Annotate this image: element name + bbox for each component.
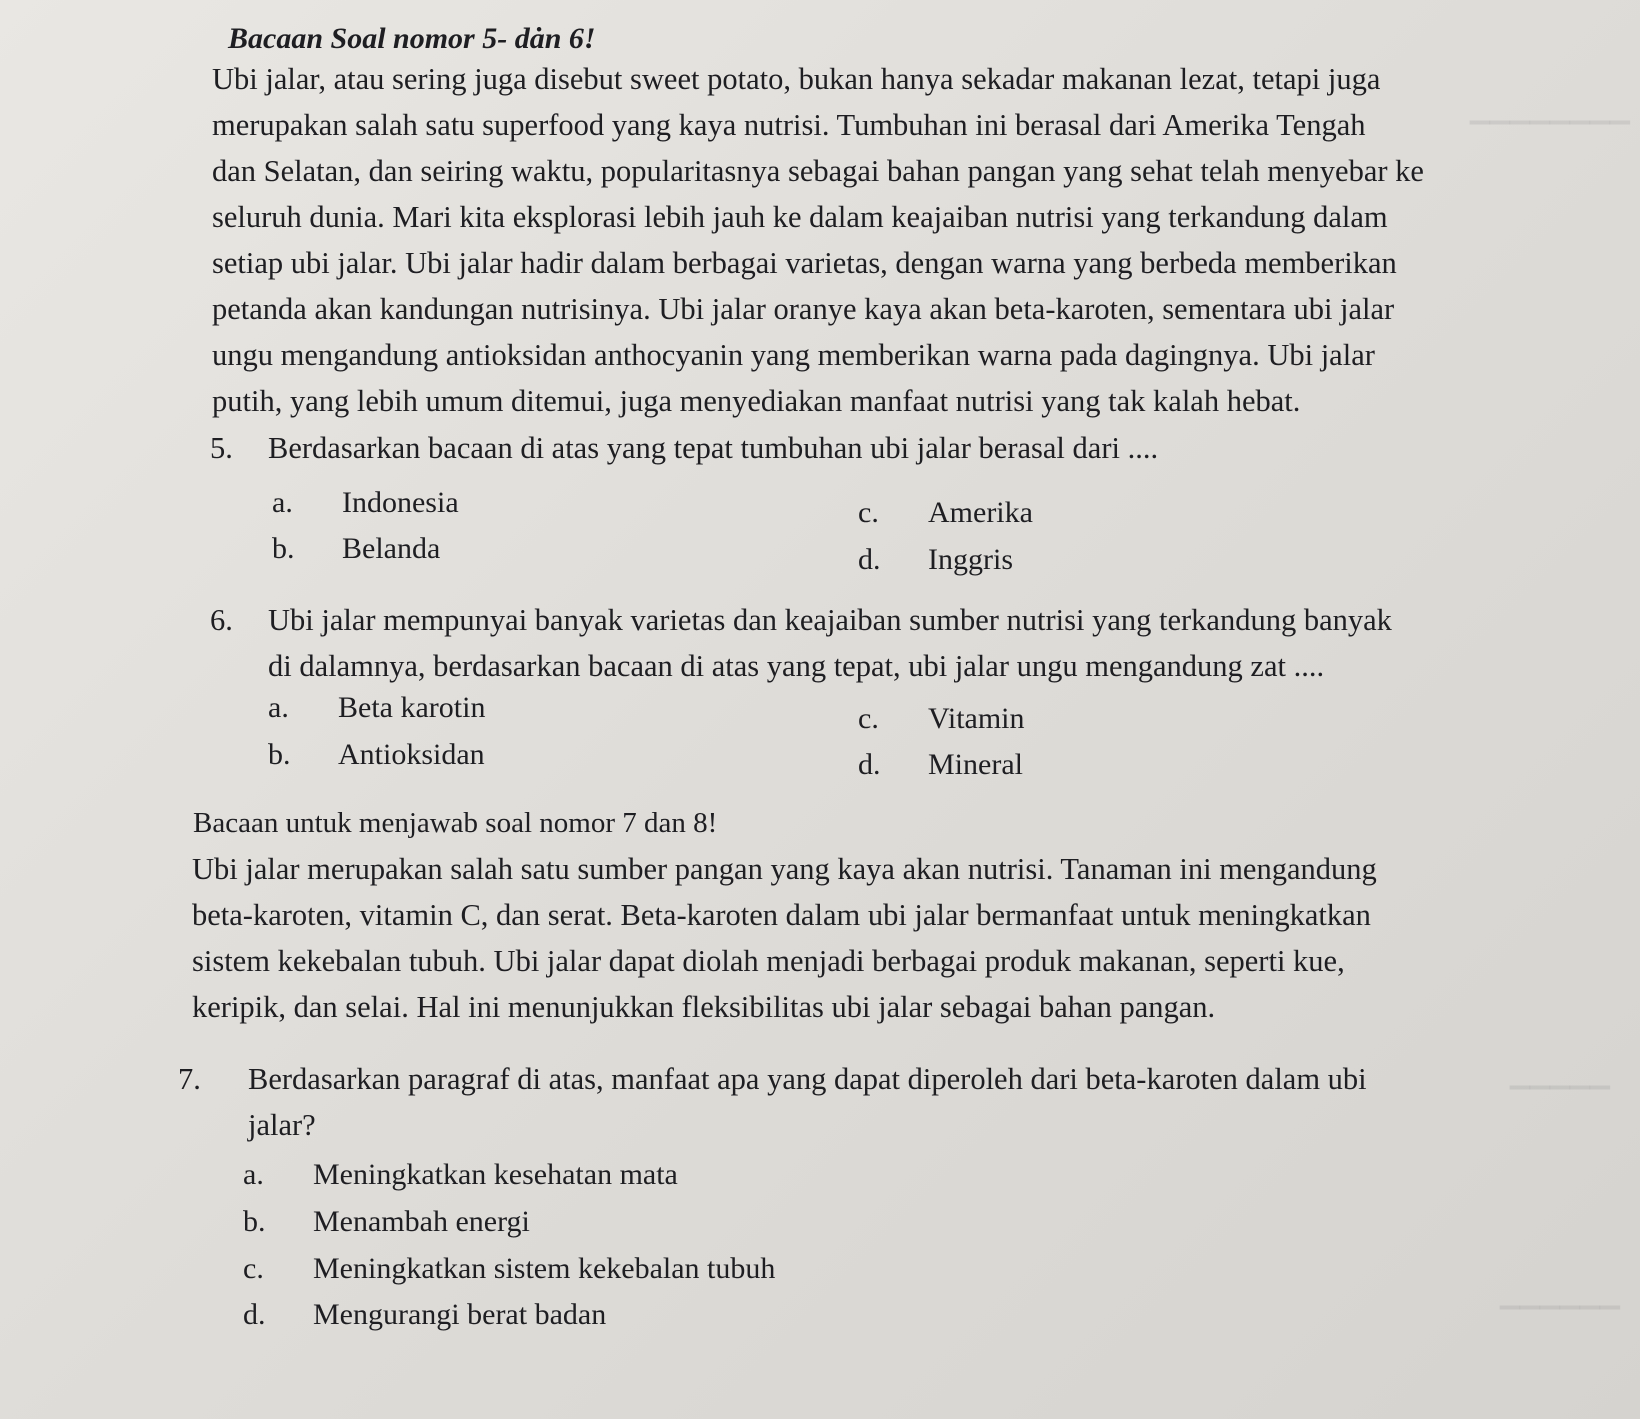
question-text: Ubi jalar mempunyai banyak varietas dan keajaiban sumber nutrisi yang terkandung banyak (268, 603, 1392, 637)
question-text: Berdasarkan paragraf di atas, manfaat apa yang dapat diperoleh dari beta-karoten dalam ubi (248, 1062, 1367, 1096)
section1-paragraph (212, 56, 1424, 424)
section1-heading: Bacaan Soal nomor 5- dȧn 6! (228, 22, 596, 55)
option-6c[interactable]: c. Vitamin (858, 702, 1025, 735)
option-7d[interactable]: d. Mengurangi berat badan (243, 1298, 607, 1331)
question-6-continued: di dalamnya, berdasarkan bacaan di atas yang tepat, ubi jalar ungu mengandung zat .... (268, 649, 1325, 683)
section2-heading: Bacaan untuk menjawab soal nomor 7 dan 8! (193, 807, 718, 839)
paragraph-line: Ubi jalar merupakan salah satu sumber pangan yang kaya akan nutrisi. Tanaman ini mengandung (192, 852, 1377, 886)
paragraph-line: dan Selatan, dan seiring waktu, popularitasnya sebagai bahan pangan yang sehat telah menyebar ke (212, 154, 1424, 188)
question-number: 6. (210, 603, 233, 637)
paragraph-line: putih, yang lebih umum ditemui, juga menyediakan manfaat nutrisi yang tak kalah hebat. (212, 384, 1301, 418)
option-5d[interactable]: d. Inggris (858, 543, 1013, 576)
question-5 (210, 425, 1158, 471)
question-number: 7. (178, 1062, 201, 1096)
bleed-through-text: ▁▁▁▁▁ (1510, 1060, 1610, 1089)
option-6b[interactable]: b. Antioksidan (268, 738, 485, 771)
option-7c[interactable]: c. Meningkatkan sistem kekebalan tubuh (243, 1252, 776, 1285)
question-7-continued: jalar? (248, 1108, 316, 1142)
paragraph-line: ungu mengandung antioksidan anthocyanin yang memberikan warna pada dagingnya. Ubi jalar (212, 338, 1375, 372)
paragraph-line: beta-karoten, vitamin C, dan serat. Beta-karoten dalam ubi jalar bermanfaat untuk meningkatkan (192, 898, 1371, 932)
bleed-through-text: ▁▁▁▁▁▁ (1500, 1280, 1620, 1309)
option-6d[interactable]: d. Mineral (858, 748, 1023, 781)
question-6 (210, 597, 1392, 643)
section2-paragraph (192, 846, 1377, 1030)
paragraph-line: seluruh dunia. Mari kita eksplorasi lebih jauh ke dalam keajaiban nutrisi yang terkandung dalam (212, 200, 1388, 234)
option-7b[interactable]: b. Menambah energi (243, 1205, 530, 1238)
question-text: Berdasarkan bacaan di atas yang tepat tumbuhan ubi jalar berasal dari .... (268, 431, 1159, 465)
question-7 (178, 1056, 1367, 1102)
option-5c[interactable]: c. Amerika (858, 496, 1033, 529)
paragraph-line: keripik, dan selai. Hal ini menunjukkan fleksibilitas ubi jalar sebagai bahan pangan. (192, 990, 1216, 1024)
option-5b[interactable]: b. Belanda (272, 532, 441, 565)
option-6a[interactable]: a. Beta karotin (268, 691, 486, 724)
question-number: 5. (210, 431, 233, 465)
bleed-through-text: ▁▁▁▁▁▁▁▁ (1470, 95, 1630, 124)
option-5a[interactable]: a. Indonesia (272, 486, 459, 519)
paragraph-line: petanda akan kandungan nutrisinya. Ubi jalar oranye kaya akan beta-karoten, sementara ubi jalar (212, 292, 1395, 326)
paragraph-line: setiap ubi jalar. Ubi jalar hadir dalam berbagai varietas, dengan warna yang berbeda memberikan (212, 246, 1397, 280)
option-7a[interactable]: a. Meningkatkan kesehatan mata (243, 1158, 678, 1191)
paragraph-line: merupakan salah satu superfood yang kaya nutrisi. Tumbuhan ini berasal dari Amerika Tengah (212, 108, 1366, 142)
paragraph-line: sistem kekebalan tubuh. Ubi jalar dapat diolah menjadi berbagai produk makanan, seperti kue, (192, 944, 1345, 978)
paragraph-line: Ubi jalar, atau sering juga disebut sweet potato, bukan hanya sekadar makanan lezat, tetapi juga (212, 62, 1381, 96)
